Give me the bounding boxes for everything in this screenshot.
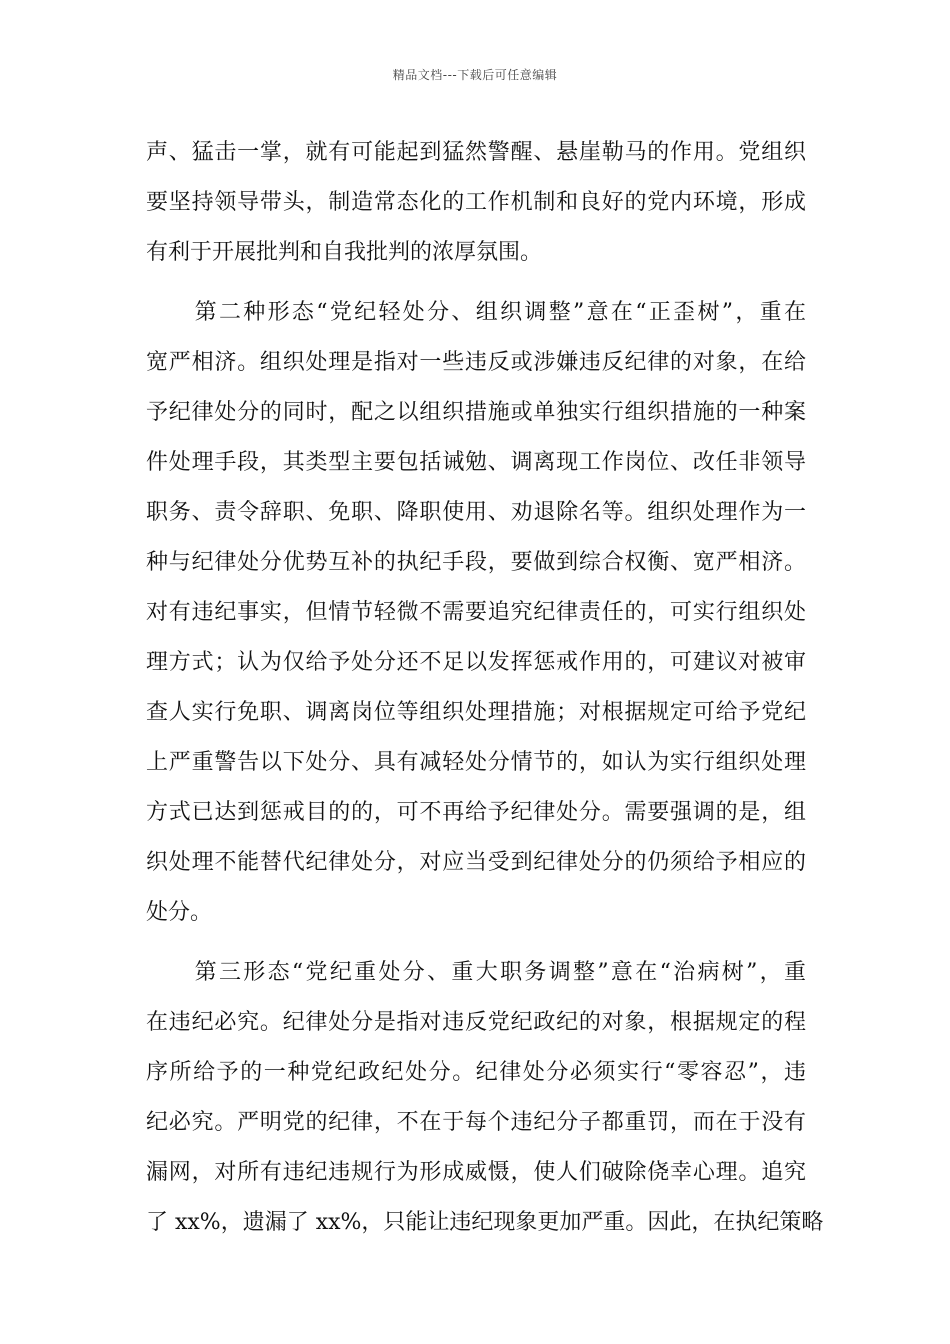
text-line: 查人实行免职、调离岗位等组织处理措施；对根据规定可给予党纪 (146, 700, 806, 725)
text-line: 予纪律处分的同时，配之以组织措施或单独实行组织措施的一种案 (146, 400, 806, 425)
text-line: 上严重警告以下处分、具有减轻处分情节的，如认为实行组织处理 (146, 750, 806, 775)
text-line: 了 xx%，遗漏了 xx%，只能让违纪现象更加严重。因此，在执纪策略 (146, 1210, 824, 1235)
text-line: 第三形态“党纪重处分、重大职务调整”意在“治病树”，重 (146, 960, 806, 985)
text-line: 漏网，对所有违纪违规行为形成威慑，使人们破除侥幸心理。追究 (146, 1160, 806, 1185)
text-line: 纪必究。严明党的纪律，不在于每个违纪分子都重罚，而在于没有 (146, 1110, 806, 1135)
text-line: 职务、责令辞职、免职、降职使用、劝退除名等。组织处理作为一 (146, 500, 806, 525)
text-line: 件处理手段，其类型主要包括诫勉、调离现工作岗位、改任非领导 (146, 450, 806, 475)
text-line: 方式已达到惩戒目的的，可不再给予纪律处分。需要强调的是，组 (146, 800, 806, 825)
text-line: 理方式；认为仅给予处分还不足以发挥惩戒作用的，可建议对被审 (146, 650, 806, 675)
text-line: 第二种形态“党纪轻处分、组织调整”意在“正歪树”，重在 (146, 300, 806, 325)
text-line: 序所给予的一种党纪政纪处分。纪律处分必须实行“零容忍”，违 (146, 1060, 806, 1085)
text-line: 处分。 (146, 900, 213, 925)
text-line: 织处理不能替代纪律处分，对应当受到纪律处分的仍须给予相应的 (146, 850, 806, 875)
text-line: 声、猛击一掌，就有可能起到猛然警醒、悬崖勒马的作用。党组织 (146, 140, 806, 165)
text-line: 要坚持领导带头，制造常态化的工作机制和良好的党内环境，形成 (146, 190, 806, 215)
text-line: 在违纪必究。纪律处分是指对违反党纪政纪的对象，根据规定的程 (146, 1010, 806, 1035)
paragraph (146, 128, 806, 278)
text-line: 种与纪律处分优势互补的执纪手段，要做到综合权衡、宽严相济。 (146, 550, 806, 575)
paragraph (146, 288, 806, 938)
text-line: 有利于开展批判和自我批判的浓厚氛围。 (146, 240, 543, 265)
page-header: 精品文档---下载后可任意编辑 (392, 68, 558, 82)
text-line: 宽严相济。组织处理是指对一些违反或涉嫌违反纪律的对象，在给 (146, 350, 806, 375)
document-body (146, 128, 824, 1248)
text-line: 对有违纪事实，但情节轻微不需要追究纪律责任的，可实行组织处 (146, 600, 806, 625)
paragraph (146, 948, 824, 1248)
